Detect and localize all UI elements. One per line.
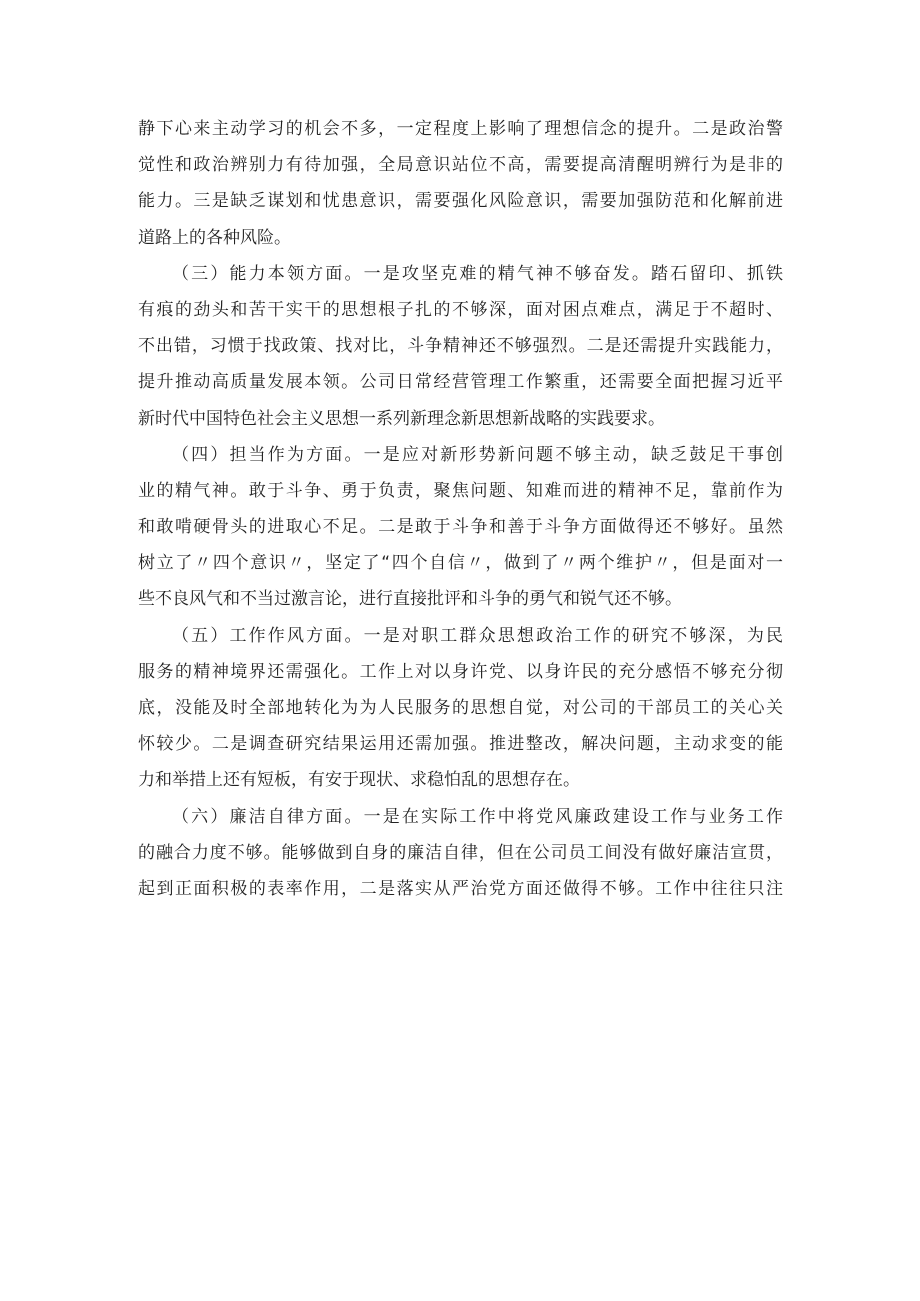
text-line: 服务的精神境界还需强化。工作上对以身许党、以身许民的充分感悟不够充分彻 bbox=[138, 661, 783, 682]
paragraph-political-awareness bbox=[138, 111, 783, 256]
text-line: 静下心来主动学习的机会不多，一定程度上影响了理想信念的提升。二是政治警 bbox=[138, 119, 783, 139]
text-line: 能力。三是缺乏谋划和忧患意识，需要强化风险意识，需要加强防范和化解前进 bbox=[138, 191, 783, 212]
text-line: 力和举措上还有短板，有安于现状、求稳怕乱的思想存在。 bbox=[138, 770, 580, 791]
text-line: 怀较少。二是调查研究结果运用还需加强。推进整改，解决问题，主动求变的能 bbox=[138, 734, 783, 755]
text-line: 底，没能及时全部地转化为为人民服务的思想自觉，对公司的干部员工的关心关 bbox=[138, 698, 783, 718]
text-line: 树立了〃四个意识〃，坚定了“四个自信〃，做到了〃两个维护〃，但是面对一 bbox=[138, 553, 783, 574]
paragraph-work-style bbox=[138, 618, 783, 799]
document-body bbox=[138, 111, 783, 907]
paragraph-ability bbox=[138, 256, 783, 437]
text-line: （三）能力本领方面。一是攻坚克难的精气神不够奋发。踏石留印、抓铁 bbox=[172, 263, 783, 284]
text-line: 新时代中国特色社会主义思想一系列新理念新思想新战略的实践要求。 bbox=[138, 408, 665, 429]
text-line: （六）廉洁自律方面。一是在实际工作中将党风廉政建设工作与业务工作 bbox=[172, 806, 783, 827]
text-line: 道路上的各种风险。 bbox=[138, 227, 291, 248]
text-line: 的融合力度不够。能够做到自身的廉洁自律，但在公司员工间没有做好廉洁宣贯， bbox=[138, 842, 783, 863]
text-line: 有痕的劲头和苦干实干的思想根子扎的不够深，面对困点难点，满足于不超时、 bbox=[138, 299, 783, 320]
text-line: 些不良风气和不当过激言论，进行直接批评和斗争的勇气和锐气还不够。 bbox=[138, 589, 682, 610]
text-line: 和敢啃硬骨头的进取心不足。二是敢于斗争和善于斗争方面做得还不够好。虽然 bbox=[138, 517, 783, 538]
text-line: 提升推动高质量发展本领。公司日常经营管理工作繁重，还需要全面把握习近平 bbox=[138, 372, 783, 393]
text-line: 起到正面积极的表率作用，二是落实从严治党方面还做得不够。工作中往往只注 bbox=[138, 878, 783, 899]
paragraph-integrity bbox=[138, 799, 783, 908]
text-line: 觉性和政治辨别力有待加强，全局意识站位不高，需要提高清醒明辨行为是非的 bbox=[138, 155, 783, 176]
text-line: （五）工作作风方面。一是对职工群众思想政治工作的研究不够深，为民 bbox=[172, 625, 783, 646]
text-line: 不出错，习惯于找政策、找对比，斗争精神还不够强烈。二是还需提升实践能力， bbox=[138, 336, 783, 357]
text-line: （四）担当作为方面。一是应对新形势新问题不够主动，缺乏鼓足干事创 bbox=[172, 444, 783, 465]
paragraph-responsibility bbox=[138, 437, 783, 618]
text-line: 业的精气神。敢于斗争、勇于负责，聚焦问题、知难而进的精神不足，靠前作为 bbox=[138, 480, 783, 501]
